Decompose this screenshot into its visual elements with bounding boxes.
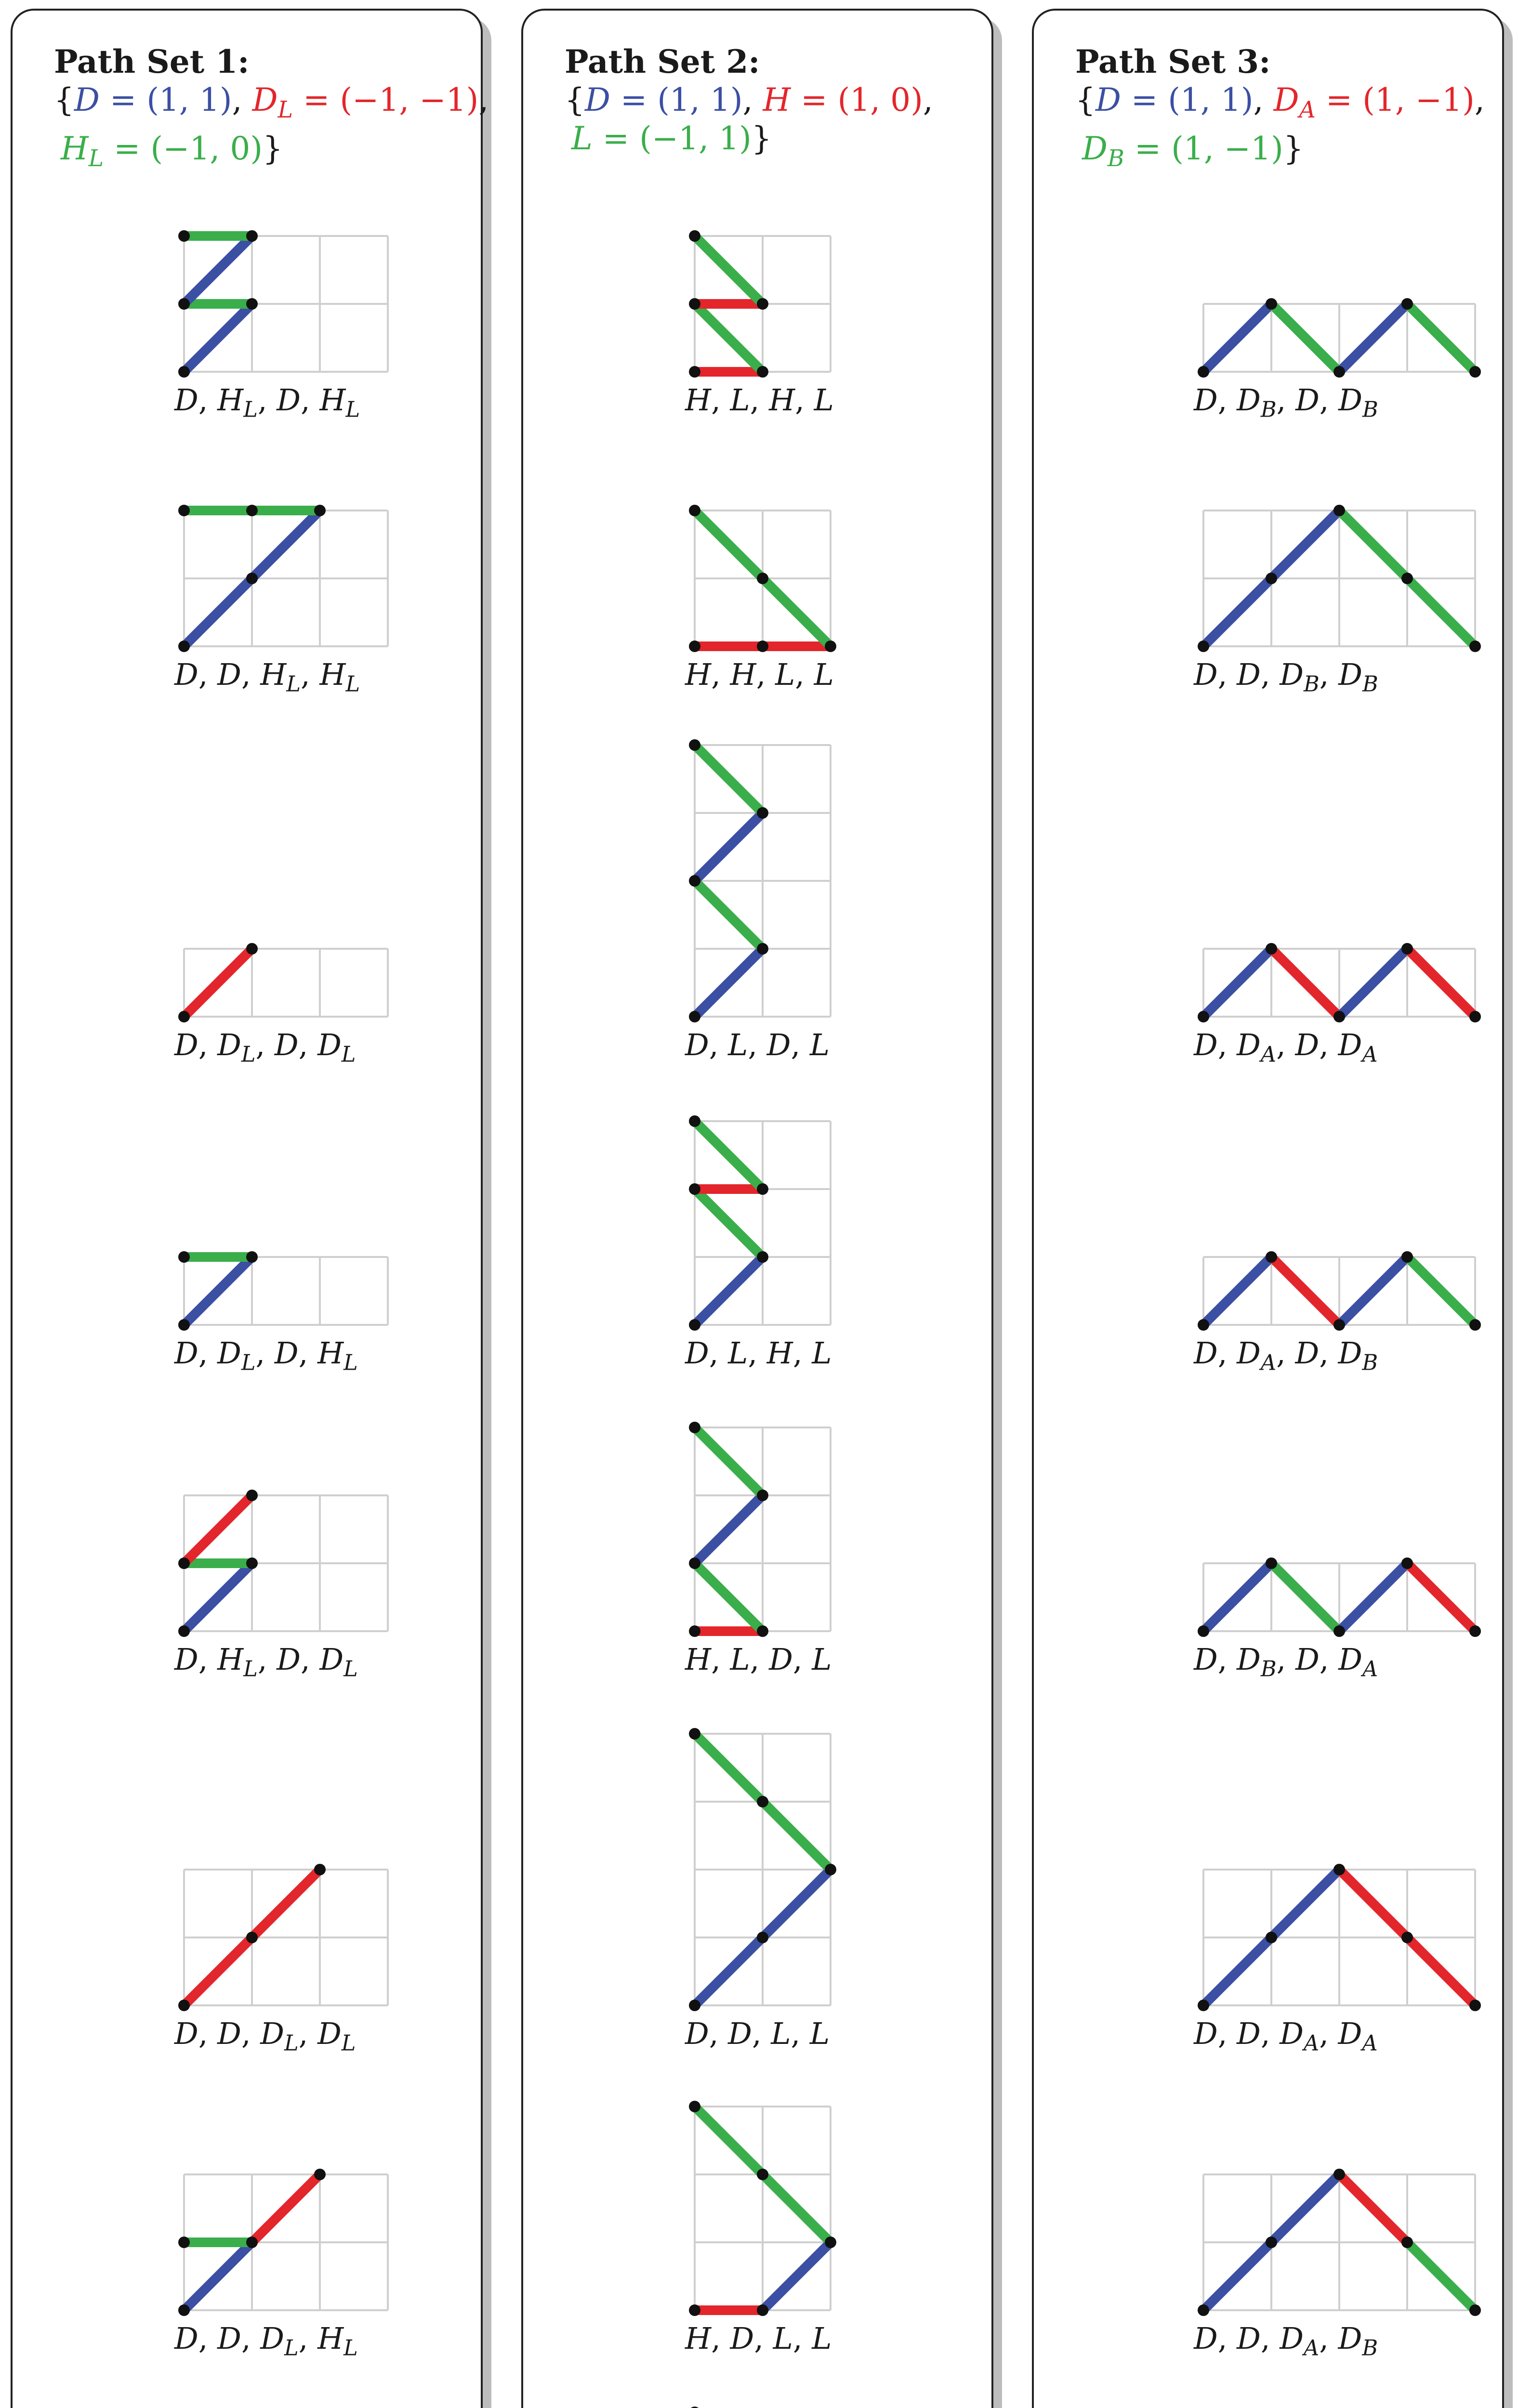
step-token: D [1194,2016,1218,2051]
step-vector: (−1, 1) [639,120,752,157]
step-vector: (−1, 0) [150,130,263,168]
step-token: D [685,1335,709,1371]
step-token: $D_L$ [260,2321,299,2361]
step-token: D [217,2016,241,2051]
step-definition: D = (1, 1) [74,81,232,118]
path-caption: D, $D_A$, D, $D_A$ [1194,1027,1378,1067]
step-token: H [685,2321,712,2356]
step-definition: $D_A = (1$, −1) [1273,81,1475,124]
step-name: D [1096,81,1121,118]
lattice-path-svg [13,11,489,2408]
step-token: $D_B$ [1338,1335,1378,1375]
path-caption: D, $D_L$, D, $H_L$ [174,1335,358,1375]
step-token: L [773,2321,793,2356]
step-token: $D_B$ [1237,382,1277,422]
step-token: $D_L$ [217,1027,256,1067]
path-caption: D, D, $D_B$, $D_B$ [1194,657,1378,697]
step-token: L [730,1642,750,1677]
step-token: L [730,382,750,418]
path-set-panel-1 [11,9,489,2408]
step-token: D [1295,382,1320,418]
step-token: $D_B$ [1280,657,1320,697]
step-token: D [1194,1642,1218,1677]
step-name: D [585,81,610,118]
step-token: L [809,1027,830,1062]
step-token: $H_L$ [319,657,360,697]
step-token: $D_L$ [317,1027,356,1067]
path-caption: D, $H_L$, D, $D_L$ [174,1642,358,1682]
step-token: L [812,1335,832,1371]
panel-title: Path Set 1: [54,43,250,80]
step-definition: $D_B = (1$, −1) [1082,130,1283,172]
step-token: $D_B$ [1338,382,1378,422]
step-set-line: {D = (1, 1), $D_A = (1$, −1), [1075,81,1485,124]
step-token: D [766,1027,791,1062]
step-token: L [812,1642,832,1677]
step-name: $D_L$ [252,81,293,124]
step-token: D [1237,657,1261,692]
step-token: D [1194,1335,1218,1371]
step-name: L [571,120,593,157]
step-token: $D_L$ [319,1642,358,1682]
step-token: H [685,1642,712,1677]
path-caption: D, $H_L$, D, $H_L$ [174,382,360,422]
step-token: $D_B$ [1338,2321,1378,2361]
panel-title: Path Set 3: [1075,43,1271,80]
path-caption: D, $D_L$, D, $D_L$ [174,1027,356,1067]
step-definition: $H_L = (-1$, 0) [61,130,263,172]
step-token: L [728,1027,748,1062]
step-token: D [1194,1027,1218,1062]
step-token: D [217,2321,241,2356]
step-token: D [1295,1642,1320,1677]
step-token: D [1237,2321,1261,2356]
step-vector: (1, −1) [1171,130,1283,168]
step-vector: (1, 1) [657,81,743,118]
step-token: D [1295,1027,1320,1062]
lattice-path-svg [523,11,995,2408]
step-token: $D_L$ [260,2016,299,2056]
step-token: $H_L$ [260,657,301,697]
step-set-line: {D = (1, 1), H = (1, 0), [565,81,933,118]
lattice-path-svg [1034,11,1506,2408]
step-token: D [217,657,241,692]
step-token: D [174,2016,198,2051]
step-vector: (1, 0) [837,81,923,118]
step-token: $D_L$ [217,1335,256,1375]
step-token: L [814,382,834,418]
step-name: H [763,81,791,118]
step-token: D [1194,657,1218,692]
step-token: $D_B$ [1338,657,1378,697]
step-token: D [1194,382,1218,418]
step-token: $D_A$ [1338,1642,1378,1682]
step-set-line: $H_L = (-1$, 0)} [61,130,283,172]
path-caption: D, D, L, L [685,2016,830,2051]
step-vector: (1, 1) [146,81,232,118]
step-token: $D_A$ [1280,2321,1320,2361]
step-token: D [274,1335,299,1371]
step-token: $H_L$ [317,1335,358,1375]
step-token: H [730,657,756,692]
step-token: D [277,1642,301,1677]
step-set-line: {D = (1, 1), $D_L = (-1$, −1), [54,81,489,124]
step-token: $D_A$ [1237,1335,1277,1375]
step-token: D [1237,2016,1261,2051]
step-token: D [685,1027,709,1062]
step-set-line: $D_B = (1$, −1)} [1082,130,1304,172]
path-caption: D, $D_A$, D, $D_B$ [1194,1335,1378,1375]
step-token: D [174,382,198,418]
step-token: D [730,2321,754,2356]
panel-title: Path Set 2: [565,43,760,80]
step-definition: $D_L = (-1$, −1) [252,81,479,124]
path-caption: H, L, D, L [685,1642,832,1677]
step-token: D [769,1642,793,1677]
step-token: $D_B$ [1237,1642,1277,1682]
step-name: $D_B$ [1082,130,1124,172]
step-token: H [769,382,795,418]
path-caption: H, D, L, L [685,2321,832,2356]
step-token: D [274,1027,299,1062]
step-token: $D_L$ [317,2016,356,2056]
step-token: H [766,1335,793,1371]
step-token: L [728,1335,748,1371]
path-caption: H, H, L, L [685,657,834,692]
step-token: $H_L$ [217,1642,258,1682]
step-vector: (1, −1) [1362,81,1475,118]
step-token: D [174,657,198,692]
path-caption: D, $D_B$, D, $D_A$ [1194,1642,1378,1682]
step-token: L [775,657,795,692]
step-name: D [74,81,100,118]
step-token: H [685,657,712,692]
path-caption: D, D, $D_L$, $H_L$ [174,2321,358,2361]
path-caption: D, D, $H_L$, $H_L$ [174,657,360,697]
path-set-panel-2 [521,9,993,2408]
step-token: D [685,2016,709,2051]
step-token: D [174,1027,198,1062]
step-definition: D = (1, 1) [1096,81,1254,118]
step-name: $D_A$ [1273,81,1316,124]
step-token: $H_L$ [319,382,360,422]
step-token: L [809,2016,830,2051]
step-token: $H_L$ [217,382,258,422]
step-token: $H_L$ [317,2321,358,2361]
step-token: D [1295,1335,1320,1371]
step-token: D [174,1335,198,1371]
step-vector: (1, 1) [1168,81,1254,118]
step-token: $D_A$ [1338,1027,1378,1067]
step-name: $H_L$ [61,130,104,172]
step-definition: H = (1, 0) [763,81,923,118]
step-token: D [277,382,301,418]
path-set-panel-3 [1032,9,1504,2408]
step-token: $D_A$ [1280,2016,1320,2056]
step-set-line: L = (−1, 1)} [571,120,772,157]
step-token: L [814,657,834,692]
path-caption: D, L, H, L [685,1335,832,1371]
step-token: D [1194,2321,1218,2356]
step-token: D [728,2016,752,2051]
step-token: $D_A$ [1338,2016,1378,2056]
path-caption: D, D, $D_A$, $D_A$ [1194,2016,1378,2056]
step-token: $D_A$ [1237,1027,1277,1067]
step-token: L [771,2016,791,2051]
step-token: L [812,2321,832,2356]
path-caption: D, D, $D_L$, $D_L$ [174,2016,356,2056]
step-token: D [174,1642,198,1677]
step-vector: (−1, −1) [340,81,479,118]
path-caption: D, D, $D_A$, $D_B$ [1194,2321,1378,2361]
step-definition: L = (−1, 1) [571,120,752,157]
path-caption: D, L, D, L [685,1027,830,1062]
step-token: D [174,2321,198,2356]
path-caption: H, L, H, L [685,382,834,418]
path-caption: D, $D_B$, D, $D_B$ [1194,382,1378,422]
step-token: H [685,382,712,418]
step-definition: D = (1, 1) [585,81,743,118]
